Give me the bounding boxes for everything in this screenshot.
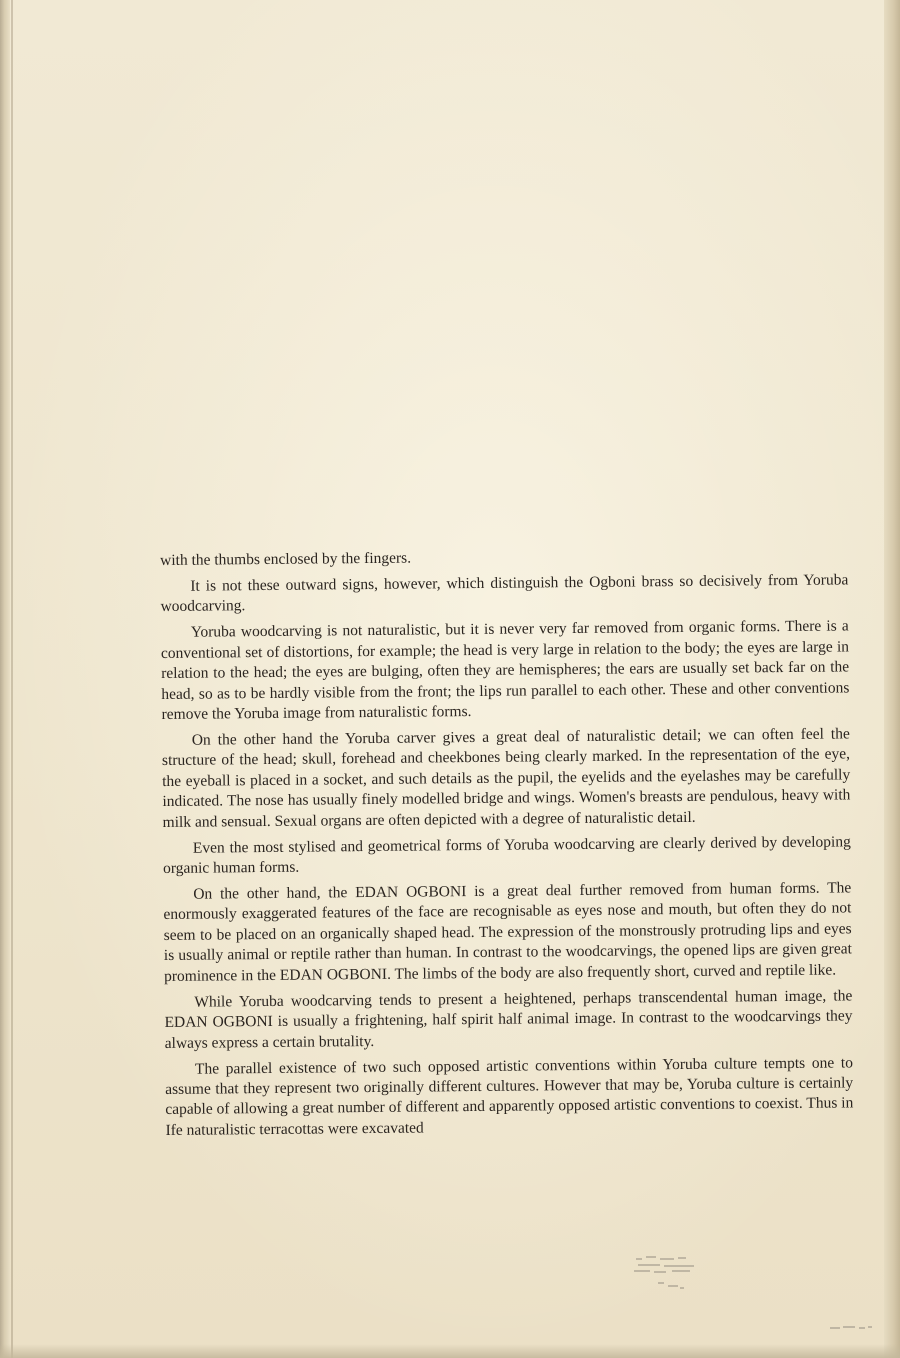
paragraph: On the other hand, the EDAN OGBONI is a great deal further removed from human forms. The enormously exaggerated features of the face are recognisable as eyes nose and mouth, but often they do not seem to be placed on an organically shaped head. The expression of the monstrously protruding lips and eyes is usually animal or reptile rather than human. In contrast to the woodcarvings, the opened lips are given great prominence in the EDAN OGBONI. The limbs of the body are also frequently short, curved and reptile like. [163,879,852,985]
body-text [160,544,854,1146]
paragraph: The parallel existence of two such opposed artistic conventions within Yoruba culture tempts one to assume that they represent two originally different cultures. However that may be, Yoruba culture is certainly capable of allowing a great number of different and apparently opposed artistic conventions to coexist. Thus in Ife naturalistic terracottas were excavated [165,1053,854,1139]
paragraph: Even the most stylised and geometrical forms of Yoruba woodcarving are clearly derived by developing organic human forms. [162,833,851,878]
page-right-edge [884,0,900,1358]
paragraph: with the thumbs enclosed by the fingers. [160,549,412,569]
faint-stamp [628,1246,718,1302]
paragraph: Yoruba woodcarving is not naturalistic, but it is never very far removed from organic forms. There is a conventional set of distortions, for example; the head is very large in relation to the body; the eyes are large in relation to the head; the eyes are bulging, often they are hemispheres; the ears are usually set back far on the head, so as to be hardly visible from the front; the lips run parallel to each other. These and other conventions remove the Yoruba image from naturalistic forms. [160,617,850,724]
page-bottom-edge [0,1344,900,1358]
page-left-edge [0,0,10,1358]
binding-shadow [11,0,13,1358]
paragraph: On the other hand the Yoruba carver gives a great deal of naturalistic detail; we can often feel the structure of the head; skull, forehead and cheekbones being clearly marked. In the representation of the eye, the eyeball is placed in a socket, and such details as the pupil, the eyelids and the eyelashes may be carefully indicated. The nose has usually finely modelled bridge and wings. Women's breasts are pendulous, heavy with milk and sensual. Sexual organs are often depicted with a degree of naturalistic detail. [161,725,851,831]
paragraph: While Yoruba woodcarving tends to present a heightened, perhaps transcendental human image, the EDAN OGBONI is usually a frightening, half spirit half animal image. In contrast to the woodcarvings they always express a certain brutality. [164,987,853,1052]
paragraph: It is not these outward signs, however, which distinguish the Ogboni brass so decisively from Yoruba woodcarving. [160,571,849,616]
faint-mark [828,1322,876,1336]
